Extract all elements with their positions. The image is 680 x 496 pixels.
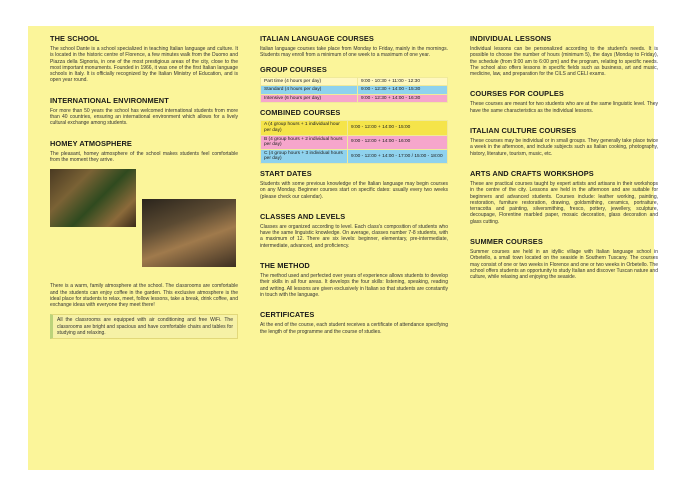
environment-text: For more than 50 years the school has welcomed international students from more than 40 countries, ensuring an international environment which allows for a lively cultural exchange among students. [50,107,238,127]
couples-heading: COURSES FOR COUPLES [470,89,564,99]
levels-heading: CLASSES AND LEVELS [260,211,346,221]
course-name: Intensive (6 hours per day) [261,94,358,103]
combined-courses-table [260,120,448,164]
language-text: Italian language courses take place from Monday to Friday, mainly in the mornings. Students may enroll from a minimum of one week to a maximum of one year. [260,46,448,59]
individual-text: Individual lessons can be personalized according to the student's needs. It is possible to choose the number of hours (minimum 5), the days (Monday to Friday), the schedule (from 9:00 am to 6:00 pm) and the program, relating to specific needs. The school also offers lessons in specific fields such as business, art and music, medicine, law, and preparation for the CILS and CELI exams. [470,46,658,78]
arts-heading: ARTS AND CRAFTS WORKSHOPS [470,168,594,178]
culture-text: These courses may be individual or in small groups. They generally take place twice a week in the afternoon, and include subjects such as Italian cooking, photography, history, literature, tourism, music, etc. [470,138,658,157]
course-name: B (4 group hours + 2 individual hours per day) [261,135,348,149]
course-name: Standard (4 hours per day) [261,86,358,95]
individual-heading: INDIVIDUAL LESSONS [470,34,552,43]
start-dates-text: Students with some previous knowledge of the Italian language may begin courses on any Monday. Beginner courses start on specific dates: usually every two weeks (please check our calendar). [260,180,448,200]
certificates-heading: CERTIFICATES [260,310,315,320]
table-row [261,121,448,135]
course-time: 9:00 - 10:30 + 11:00 - 12:30 [358,77,448,86]
combined-courses-heading: COMBINED COURSES [260,108,341,118]
course-name: C (4 group hours + 3 individual hours per day) [261,149,348,163]
course-time: 9:00 - 12:00 + 14:00 - 16:00 [348,135,448,149]
course-time: 9:00 - 12:30 + 14:00 - 15:30 [358,86,448,95]
note-text: All the classrooms are equipped with air conditioning and free WiFi. The classrooms are bright and spacious and have comfortable chairs and tables for studying and relaxing. [57,317,233,337]
table-row [261,149,448,163]
school-text: The school Dante is a school specialized in teaching Italian language and culture. It is located in the historic centre of Florence, a few minutes walk from the Duomo and Piazza della Signoria, in one of the most prestigious areas of the city, close to the most important monuments. Founded in 1966, it was one of the first Italian language schools in Italy. It is officially recognized by the Italian Ministry of Education, and is open year round. [50,46,238,84]
course-time: 9:00 - 12:00 + 14:00 - 17:00 / 15:00 - 18:00 [348,149,448,163]
homey-text: The pleasant, homey atmosphere of the school makes students feel comfortable from the moment they arrive. [50,150,238,163]
course-name: A (4 group hours + 1 individual hour per day) [261,121,348,135]
course-name: Part time (4 hours per day) [261,77,358,86]
summer-text: Summer courses are held in an idyllic village with Italian language school in Orbetello, a small town located on the seaside in Southern Tuscany. The courses may consist of one or two weeks in Florence and one or two weeks in Orbetello. The school offers students an opportunity to study Italian and discover Tuscan nature and culture, while relaxing and enjoying the seaside. [470,249,658,281]
summer-heading: SUMMER COURSES [470,237,543,247]
column-middle [260,34,448,341]
group-courses-table [260,77,448,104]
garden-photo [50,169,136,227]
classroom-note [50,314,238,339]
couples-text: These courses are meant for two students who are at the same linguistic level. They have the same characteristics as the individual lessons. [470,101,658,114]
column-left [50,34,238,339]
environment-heading: INTERNATIONAL ENVIRONMENT [50,95,169,105]
method-heading: THE METHOD [260,261,310,271]
method-text: The method used and perfected over years of experience allows students to develop their skills in all four areas. It develops the four skills: listening, speaking, reading and writing. All lessons are given exclusively in Italian so that students are constantly in touch with the language. [260,273,448,298]
classroom-photo [142,199,236,267]
column-right [470,34,658,287]
table-row [261,86,448,95]
arts-text: These are practical courses taught by expert artists and artisans in their workshops in the centre of the city. Lessons are held in the afternoon and are suitable for beginners and advanced students. Courses include: leather working, painting, restoration, furniture restoration, drawing, goldsmithing, ceramics, portraiture, terracotta and painting, silversmithing, fresco, pottery, jewellery, sculpture, decoupage, Florentine marbled paper, mosaic decoration, glass decoration and glass cutting. [470,180,658,225]
language-heading: ITALIAN LANGUAGE COURSES [260,34,374,43]
group-courses-heading: GROUP COURSES [260,64,327,74]
brochure-sheet [28,26,658,470]
table-row [261,77,448,86]
culture-heading: ITALIAN CULTURE COURSES [470,126,577,136]
homey-text-2: There is a warm, family atmosphere at the school. The classrooms are comfortable and the students can enjoy coffee in the garden. This exclusive atmosphere is the ideal place for students to relax, meet, follow lessons, take a break, drink coffee, and exchange ideas with everyone they meet there! [50,283,238,309]
start-dates-heading: START DATES [260,168,312,178]
homey-heading: HOMEY ATMOSPHERE [50,138,132,148]
school-heading: THE SCHOOL [50,34,100,43]
course-time: 9:00 - 12:30 + 14:00 - 16:30 [358,94,448,103]
table-row [261,135,448,149]
table-row [261,94,448,103]
course-time: 9:00 - 12:00 + 14:00 - 15:00 [348,121,448,135]
levels-text: Classes are organized according to level. Each class's composition of students who have the same linguistic knowledge. On average, classes number 7-8 students, with a maximum of 12. There are six levels: beginner, elementary, pre-intermediate, intermediate, advanced, and proficiency. [260,223,448,249]
school-photos [50,169,220,277]
certificates-text: At the end of the course, each student receives a certificate of attendance specifying the length of the programme and the course of studies. [260,322,448,335]
